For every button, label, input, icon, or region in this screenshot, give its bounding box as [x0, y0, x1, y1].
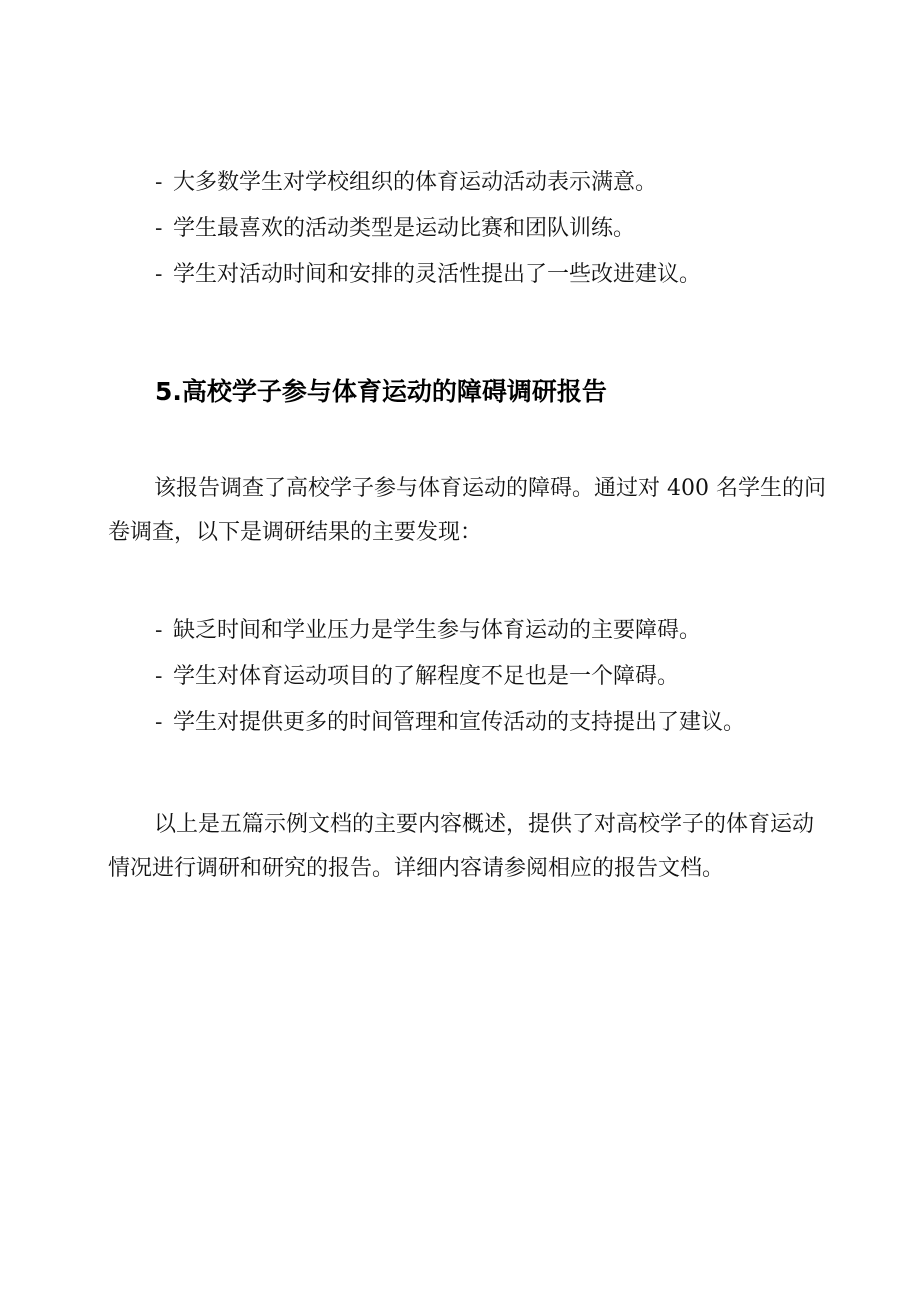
bullet-dash: - [155, 710, 163, 735]
finding-text: 学生最喜欢的活动类型是运动比赛和团队训练。 [173, 216, 636, 241]
section4-findings-list [155, 160, 701, 298]
bullet-dash: - [155, 664, 163, 689]
list-item [155, 700, 745, 746]
finding-text: 缺乏时间和学业压力是学生参与体育运动的主要障碍。 [173, 618, 702, 643]
section5-findings-list [155, 608, 745, 746]
list-item [155, 252, 701, 298]
finding-text: 学生对体育运动项目的了解程度不足也是一个障碍。 [173, 664, 680, 689]
section-intro-paragraph: 该报告调查了高校学子参与体育运动的障碍。通过对 400 名学生的问卷调查，以下是调研结果的主要发现： [108, 476, 826, 545]
section-heading: 5.高校学子参与体育运动的障碍调研报告 [155, 377, 607, 406]
bullet-dash: - [155, 170, 163, 195]
list-item [155, 654, 745, 700]
bullet-dash: - [155, 216, 163, 241]
list-item [155, 608, 745, 654]
conclusion-paragraph: 以上是五篇示例文档的主要内容概述，提供了对高校学子的体育运动情况进行调研和研究的报告。详细内容请参阅相应的报告文档。 [108, 812, 815, 881]
finding-text: 学生对提供更多的时间管理和宣传活动的支持提出了建议。 [173, 710, 746, 735]
bullet-dash: - [155, 262, 163, 287]
list-item [155, 206, 701, 252]
list-item [155, 160, 701, 206]
bullet-dash: - [155, 618, 163, 643]
finding-text: 学生对活动时间和安排的灵活性提出了一些改进建议。 [173, 262, 702, 287]
finding-text: 大多数学生对学校组织的体育运动活动表示满意。 [173, 170, 658, 195]
